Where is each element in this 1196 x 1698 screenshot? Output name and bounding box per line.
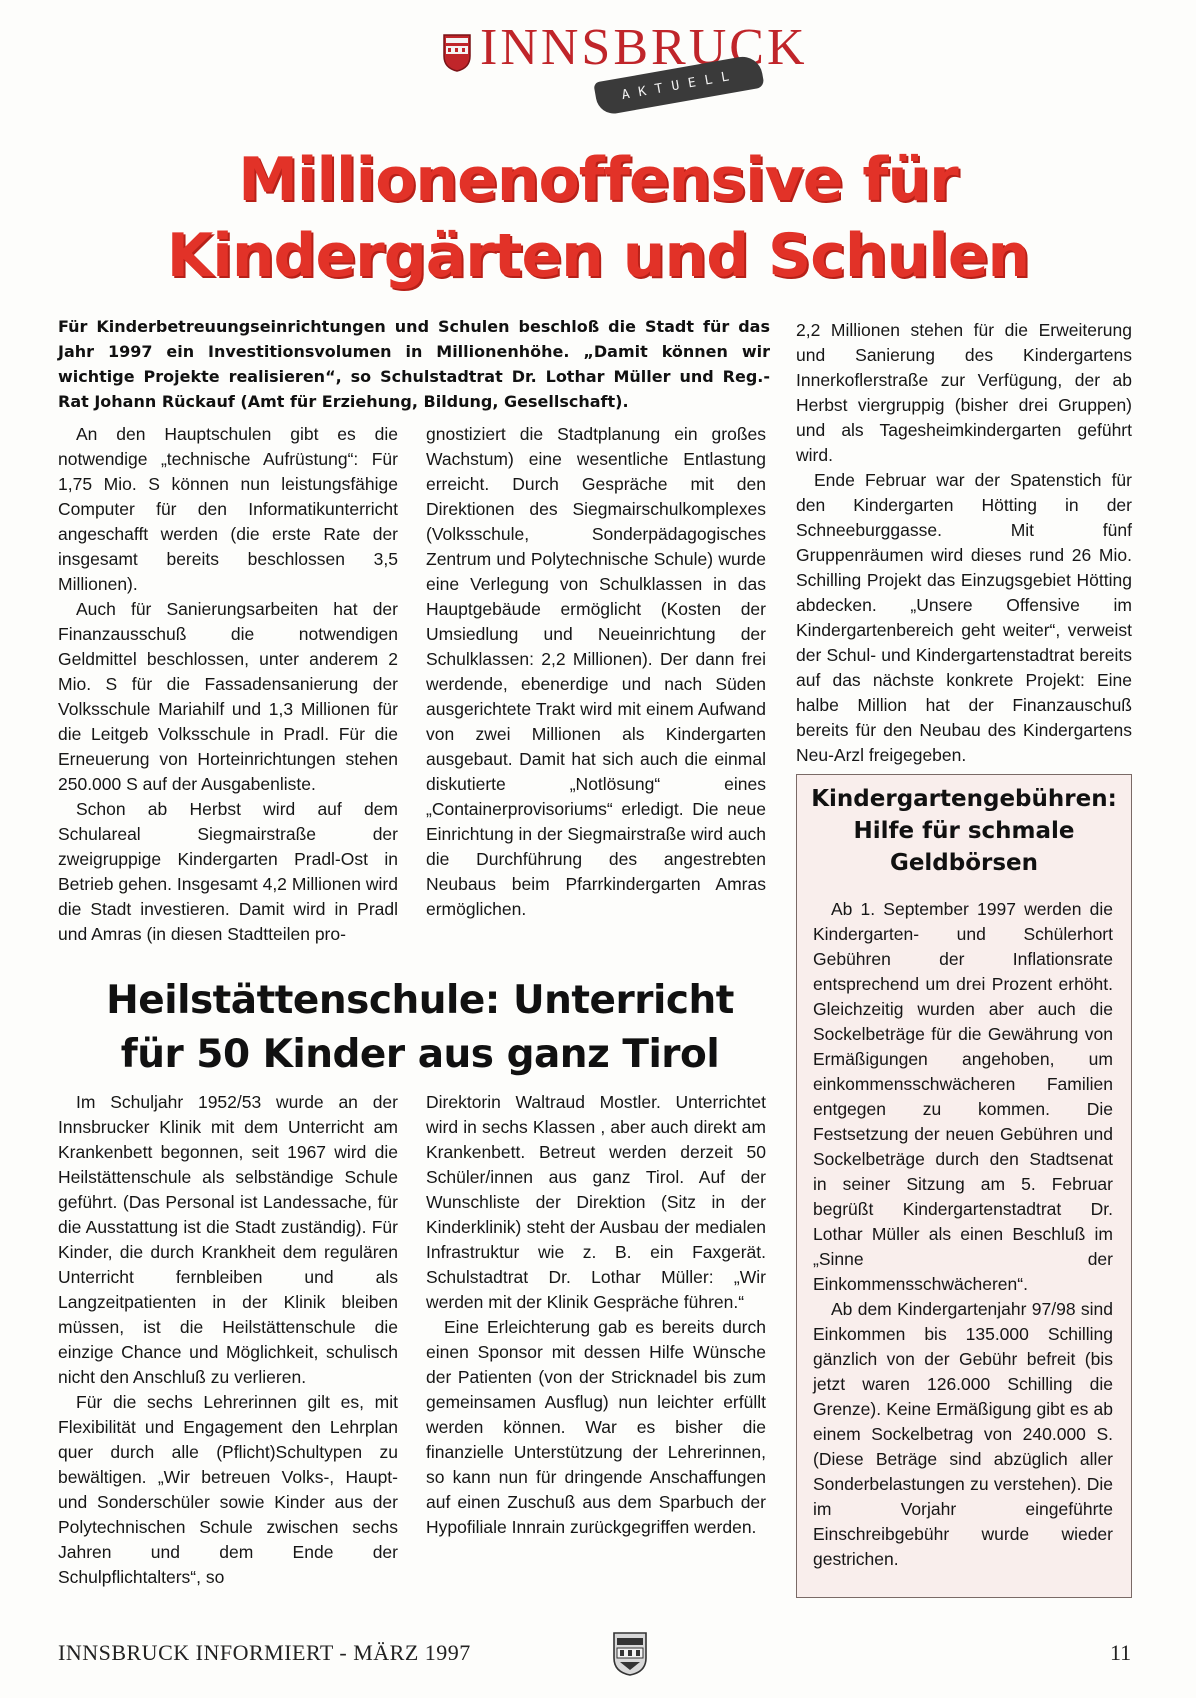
paragraph: gnostiziert die Stadtplanung ein großes Wachstum) eine wesentliche Entlastung erreicht. Durch Gespräche mit den Direktionen des Siegmairschulkomplexes (Volksschule, Sonderpädagogisches Zentrum und Polytechnische Schule) wurde eine Verlegung von Schulklassen in das Hauptgebäude ermöglicht (Kosten der Umsiedlung und Neueinrichtung der Schulklassen: 2,2 Millionen). Der dann frei werdende, ebenerdige und nach Süden ausgerichtete Trakt wird mit einem Aufwand von zwei Millionen als Kindergarten ausgebaut. Damit hat sich auch die einmal diskutierte „Notlösung“ eines „Containerprovisoriums“ erledigt. Die neue Einrichtung in der Siegmairstraße wird auch die Durchführung des angestrebten Neubaus beim Pfarrkindergarten Amras ermöglichen. [426, 424, 766, 919]
masthead [440, 18, 808, 108]
city-crest-icon [612, 1630, 648, 1676]
sidebar-title-line1: Kindergartengebühren: [811, 786, 1117, 812]
paragraph: Ende Februar war der Spatenstich für den Kindergarten Hötting in der Schneeburggasse. Mit fünf Gruppenräumen wird dieses rund 26 Mio. Schilling Projekt das Einzugsgebiet Hötting abdecken. „Unsere Offensive im Kindergartenbereich geht weiter“, verweist der Schul- und Kindergartenstadtrat bereits auf das nächste konkrete Projekt: Eine halbe Million hat der Finanzauschuß bereits für den Neubau des Kindergartens Neu-Arzl freigegeben. [796, 470, 1132, 765]
paragraph: Ab dem Kindergartenjahr 97/98 sind Einkommen bis 135.000 Schilling gänzlich von der Gebühr befreit (bis jetzt waren 126.000 Schilling die Grenze). Keine Ermäßigung gibt es ab einem Sockelbetrag von 240.000 S. (Diese Beträge sind abzüglich aller Sonderbelastungen zu verstehen). Die im Vorjahr eingeführte Einschreibgebühr wurde wieder gestrichen. [813, 1299, 1113, 1569]
sidebar-title-line3: Geldbörsen [889, 850, 1039, 876]
paragraph: An den Hauptschulen gibt es die notwendige „technische Aufrüstung“: Für 1,75 Mio. S können nun leistungsfähige Computer für den Informatikunterricht angeschafft werden (die erste Rate der insgesamt bereits beschlossen 3,5 Millionen). [58, 424, 398, 594]
second-article-column-2 [426, 1090, 766, 1540]
second-headline-line1: Heilstättenschule: Unterricht [106, 978, 734, 1023]
paragraph: Für die sechs Lehrerinnen gilt es, mit Flexibilität und Engagement den Lehrplan quer durch alle (Pflicht)Schultypen zu bewältigen. „Wir betreuen Volks-, Haupt- und Sonderschüler sowie Kinder aus der Polytechnischen Schule zwischen sechs Jahren und dem Ende der Schulpflichtalters“, so [58, 1392, 398, 1587]
main-article-column-3 [796, 318, 1132, 768]
brand-logo-text: INNSBRUCK [480, 19, 808, 76]
second-headline-line2: für 50 Kinder aus ganz Tirol [120, 1032, 720, 1077]
main-headline-line2: Kindergärten und Schulen [166, 221, 1030, 291]
paragraph: Im Schuljahr 1952/53 wurde an der Innsbrucker Klinik mit dem Unterricht am Krankenbett begonnen, seit 1967 wird die Heilstättenschule als selbständige Schule geführt. (Das Personal ist Landessache, für die Ausstattung ist die Stadt zuständig). Für Kinder, die durch Krankheit dem regulären Unterricht fernbleiben und als Langzeitpatienten in der Klinik bleiben müssen, ist die Heilstättenschule die einzige Chance und Möglichkeit, schulisch nicht den Anschluß zu verlieren. [58, 1092, 398, 1387]
paragraph: Auch für Sanierungsarbeiten hat der Finanzausschuß die notwendigen Geldmittel beschlossen, unter anderem 2 Mio. S für die Fassadensanierung der Volksschule Mariahilf und 1,3 Millionen für die Leitgeb Volksschule in Pradl. Für die Erneuerung von Horteinrichtungen stehen 250.000 S auf der Ausgabenliste. [58, 599, 398, 794]
footer-publication: INNSBRUCK INFORMIERT - MÄRZ 1997 [58, 1640, 471, 1665]
main-article-column-1 [58, 422, 398, 947]
sidebar-body [813, 897, 1113, 1572]
city-crest-icon [442, 32, 472, 72]
second-headline [40, 974, 800, 1082]
sidebar-box [796, 774, 1132, 1598]
paragraph: Schon ab Herbst wird auf dem Schulareal Siegmairstraße der zweigruppige Kindergarten Pradl-Ost in Betrieb gehen. Insgesamt 4,2 Millionen wird die Stadt investieren. Damit wird in Pradl und Amras (in diesen Stadtteilen pro- [58, 799, 398, 944]
main-article-column-2 [426, 422, 766, 922]
article-lead: Für Kinderbetreuungseinrichtungen und Schulen beschloß die Stadt für das Jahr 1997 ein Investitionsvolumen in Millionenhöhe. „Damit können wir wichtige Projekte realisieren“, so Schulstadtrat Dr. Lothar Müller und Reg.-Rat Johann Rückauf (Amt für Erziehung, Bildung, Gesellschaft). [58, 317, 770, 411]
main-headline [0, 142, 1196, 294]
paragraph: 2,2 Millionen stehen für die Erweiterung und Sanierung des Kindergartens Innerkoflerstraße zur Verfügung, der ab Herbst viergruppig (bisher drei Gruppen) und als Tagesheimkindergarten geführt wird. [796, 320, 1132, 465]
paragraph: Eine Erleichterung gab es bereits durch einen Sponsor mit dessen Hilfe Wünsche der Patienten (von der Stricknadel bis zum gemeinsamen Ausflug) nun leichter erfüllt werden können. War es bisher die finanzielle Unterstützung der Lehrerinnen, so kann nun für dringende Anschaffungen auf einen Zuschuß aus dem Sparbuch der Hypofiliale Innrain zurückgegriffen werden. [426, 1317, 766, 1537]
brand-tagline: AKTUELL [620, 67, 740, 104]
second-article-column-1 [58, 1090, 398, 1590]
paragraph: Ab 1. September 1997 werden die Kindergarten- und Schülerhort Gebühren der Inflationsrate entsprechend um drei Prozent erhöht. Gleichzeitig wurden aber auch die Sockelbeträge für die Gewährung von Ermäßigungen angehoben, um einkommensschwächeren Familien entgegen zu kommen. Die Festsetzung der neuen Gebühren und Sockelbeträge durch den Stadtsenat in seiner Sitzung am 5. Februar begrüßt Kindergartenstadtrat Dr. Lothar Müller als einen Beschluß im „Sinne der Einkommensschwächeren“. [813, 899, 1113, 1294]
sidebar-title-line2: Hilfe für schmale [853, 818, 1075, 844]
page-number: 11 [1110, 1640, 1132, 1665]
paragraph: Direktorin Waltraud Mostler. Unterrichtet wird in sechs Klassen , aber auch direkt am Krankenbett. Betreut werden derzeit 50 Schüler/innen aus ganz Tirol. Auf der Wunschliste der Direktion (Sitz in der Kinderklinik) steht der Ausbau der medialen Infrastruktur wie z. B. ein Faxgerät. Schulstadtrat Dr. Lothar Müller: „Wir werden mit der Klinik Gespräche führen.“ [426, 1092, 766, 1312]
main-headline-line1: Millionenoffensive für [238, 145, 958, 215]
sidebar-title [797, 783, 1131, 879]
